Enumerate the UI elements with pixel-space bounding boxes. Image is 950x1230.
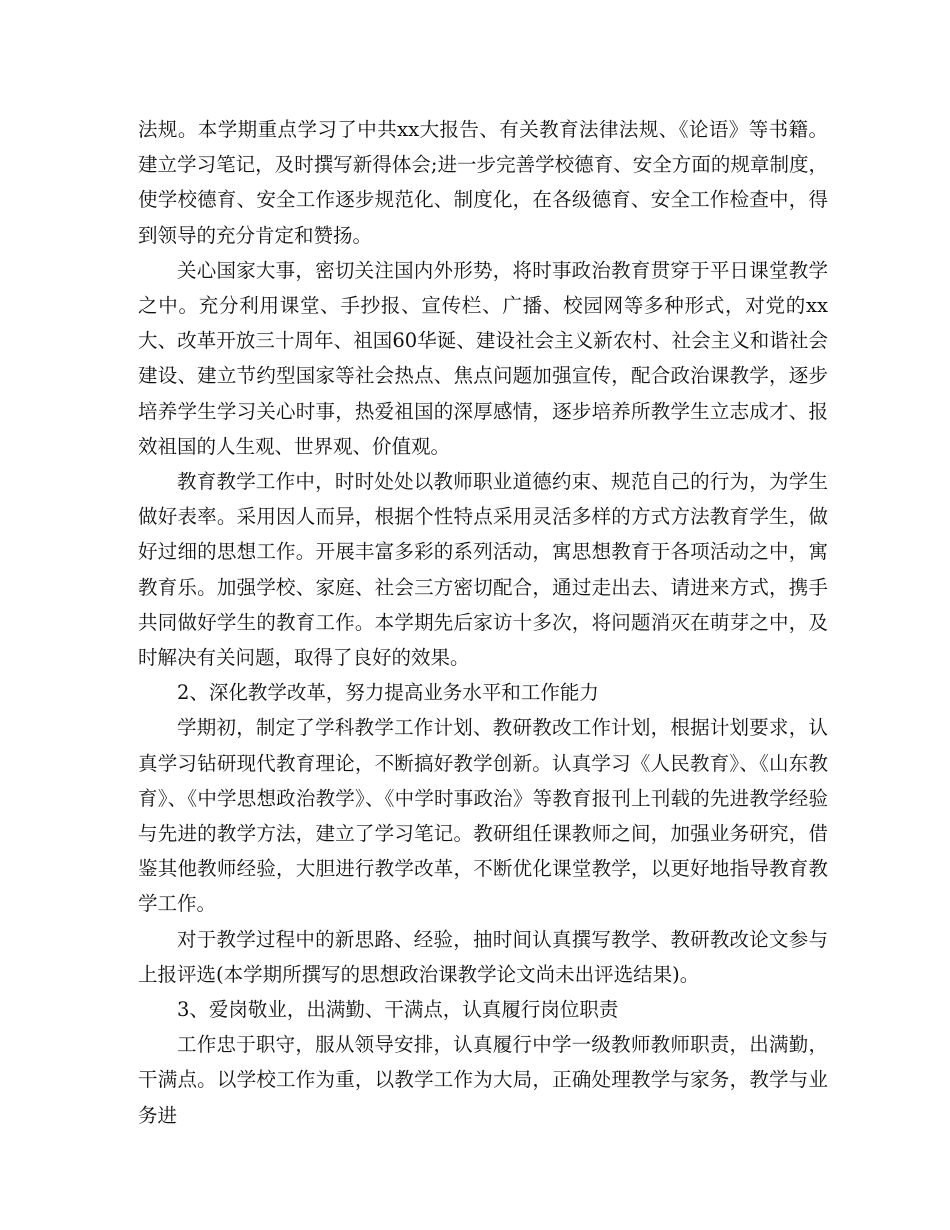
paragraph-6: 工作忠于职守，服从领导安排，认真履行中学一级教师教师职责，出满勤，干满点。以学校工作为重，以教学工作为大局，正确处理教学与家务，教学与业务进 <box>138 1033 828 1127</box>
paragraph-4: 学期初，制定了学科教学工作计划、教研教改工作计划，根据计划要求，认真学习钻研现代教育理论，不断搞好教学创新。认真学习《人民教育》、《山东教育》、《中学思想政治教学》、《中学时事政治》等教育报刊上刊载的先进教学经验与先进的教学方法，建立了学习笔记。教研组任课教师之间，加强业务研究，借鉴其他教师经验，大胆进行教学改革，不断优化课堂教学，以更好地指导教育教学工作。 <box>138 716 828 916</box>
paragraph-3: 教育教学工作中，时时处处以教师职业道德约束、规范自己的行为，为学生做好表率。采用因人而异，根据个性特点采用灵活多样的方式方法教育学生，做好过细的思想工作。开展丰富多彩的系列活动，寓思想教育于各项活动之中，寓教育乐。加强学校、家庭、社会三方密切配合，通过走出去、请进来方式，携手共同做好学生的教育工作。本学期先后家访十多次，将问题消灭在萌芽之中，及时解决有关问题，取得了良好的效果。 <box>138 470 828 670</box>
section-heading-2: 2、深化教学改革，努力提高业务水平和工作能力 <box>177 681 599 705</box>
document-body <box>138 112 828 1133</box>
paragraph-2: 关心国家大事，密切关注国内外形势，将时事政治教育贯穿于平日课堂教学之中。充分利用课堂、手抄报、宣传栏、广播、校园网等多种形式，对党的xx大、改革开放三十周年、祖国60华诞、建设社会主义新农村、社会主义和谐社会建设、建立节约型国家等社会热点、焦点问题加强宣传，配合政治课教学，逐步培养学生学习关心时事，热爱祖国的深厚感情，逐步培养所教学生立志成才、报效祖国的人生观、世界观、价值观。 <box>138 258 828 458</box>
section-heading-3: 3、爱岗敬业，出满勤、干满点，认真履行岗位职责 <box>177 998 619 1022</box>
paragraph-5: 对于教学过程中的新思路、经验，抽时间认真撰写教学、教研教改论文参与上报评选(本学期所撰写的思想政治课教学论文尚未出评选结果)。 <box>138 927 828 986</box>
paragraph-1: 法规。本学期重点学习了中共xx大报告、有关教育法律法规、《论语》等书籍。建立学习笔记，及时撰写新得体会;进一步完善学校德育、安全方面的规章制度，使学校德育、安全工作逐步规范化、制度化，在各级德育、安全工作检查中，得到领导的充分肯定和赞扬。 <box>138 118 828 247</box>
